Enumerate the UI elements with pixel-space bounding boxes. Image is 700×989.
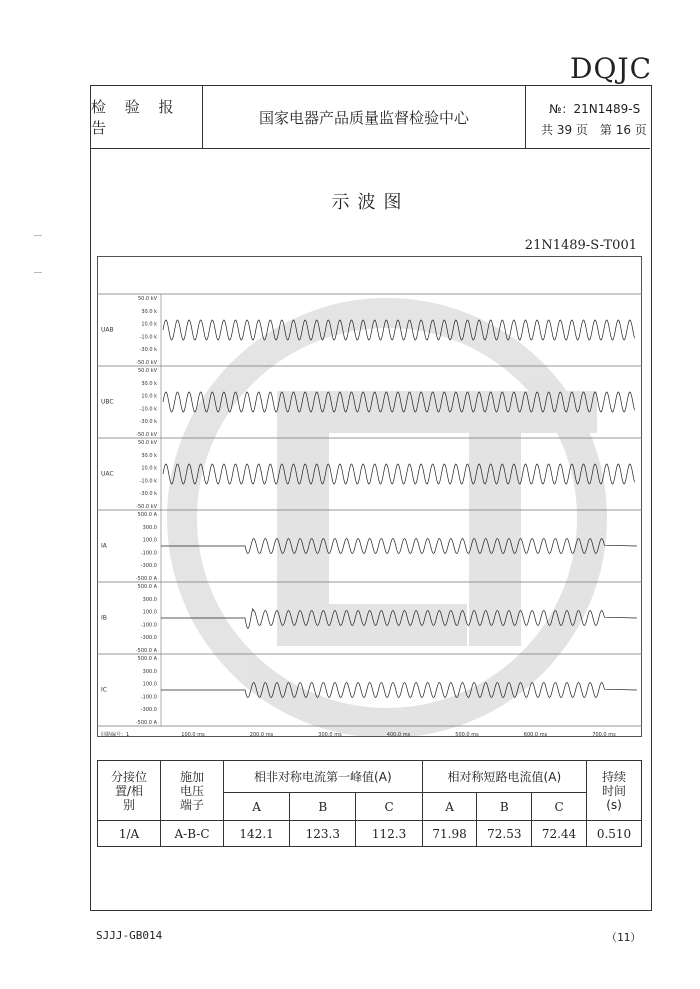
cell-duration: 0.510 [587, 821, 642, 847]
tick-label: -50.0 kV [136, 504, 157, 510]
header-peak-current: 相非对称电流第一峰值(A) [224, 761, 423, 793]
cell-sym-c: 72.44 [532, 821, 587, 847]
report-header [91, 86, 650, 149]
tick-label: -500.0 A [135, 648, 157, 654]
tick-label: -500.0 A [135, 720, 157, 726]
header-symmetric-current: 相对称短路电流值(A) [422, 761, 586, 793]
cell-sym-a: 71.98 [422, 821, 477, 847]
channel-label: IB [101, 614, 107, 622]
tick-label: -100.0 [140, 694, 157, 701]
tick-label: 50.0 kV [137, 368, 157, 374]
time-label: 300.0 ms [318, 732, 342, 737]
channel-label: IC [101, 686, 107, 694]
tick-label: 30.0 k [141, 452, 157, 459]
tick-label: 30.0 k [141, 380, 157, 387]
page-count: 共 39 页 第 16 页 [541, 123, 647, 137]
tick-label: -300.0 [140, 635, 157, 642]
test-id: 21N1489-S-T001 [524, 238, 637, 253]
header-position: 分接位置/相别 [98, 761, 161, 821]
time-label: 100.0 ms [181, 732, 205, 737]
page-title: 示波图 [331, 192, 410, 213]
brand-mark: DQJC [570, 52, 653, 85]
waveform-ia [161, 539, 637, 554]
tick-label: 100.0 [142, 537, 157, 544]
waveform-ic [161, 683, 637, 698]
tick-label: 300.0 [142, 668, 157, 675]
time-label: 200.0 ms [249, 732, 274, 737]
report-number-cell [527, 86, 650, 148]
tick-label: -10.0 k [139, 478, 157, 485]
tick-label: -100.0 [140, 550, 157, 557]
page-number: （11） [606, 931, 642, 944]
report-frame [90, 85, 652, 911]
tick-label: 300.0 [142, 524, 157, 531]
header-peak-c: C [356, 793, 422, 821]
tick-label: 10.0 k [141, 465, 157, 472]
organization-name: 国家电器产品质量监督检验中心 [203, 86, 526, 148]
margin-mark [34, 235, 42, 236]
tick-label: -300.0 [140, 707, 157, 714]
header-voltage: 施加电压端子 [161, 761, 224, 821]
channel-label: UAB [101, 326, 114, 334]
header-duration: 持续时间(s) [587, 761, 642, 821]
margin-mark [34, 272, 42, 273]
tick-label: 500.0 A [137, 584, 157, 590]
tick-label: 100.0 [142, 681, 157, 688]
time-label: 400.0 ms [386, 732, 411, 737]
result-table [97, 760, 642, 847]
header-sym-a: A [422, 793, 477, 821]
time-label: 700.0 ms [592, 732, 616, 737]
tick-label: -30.0 k [139, 419, 157, 426]
channel-label: IA [101, 542, 107, 550]
tick-label: 300.0 [142, 596, 157, 603]
tick-label: -50.0 kV [136, 360, 157, 366]
report-label: 检 验 报 告 [91, 86, 203, 148]
cell-peak-c: 112.3 [356, 821, 422, 847]
tick-label: -500.0 A [135, 576, 157, 582]
cell-peak-b: 123.3 [290, 821, 356, 847]
channel-label: UBC [101, 398, 114, 406]
tick-label: 100.0 [142, 609, 157, 616]
header-peak-a: A [224, 793, 290, 821]
tick-label: 10.0 k [141, 321, 157, 328]
waveform-uac [163, 464, 635, 484]
watermark-logo [182, 313, 597, 723]
tick-label: -50.0 kV [136, 432, 157, 438]
form-code: SJJJ-GB014 [96, 929, 163, 942]
tick-label: -300.0 [140, 563, 157, 570]
tick-label: -30.0 k [139, 347, 157, 354]
tick-label: 50.0 kV [137, 440, 157, 446]
report-number: №：21N1489-S [549, 102, 641, 116]
header-peak-b: B [290, 793, 356, 821]
tick-label: 30.0 k [141, 308, 157, 315]
tick-label: -10.0 k [139, 406, 157, 413]
tick-label: -10.0 k [139, 334, 157, 341]
tick-label: 50.0 kV [137, 296, 157, 302]
cell-sym-b: 72.53 [477, 821, 532, 847]
channel-label: UAC [101, 470, 114, 478]
header-sym-b: B [477, 793, 532, 821]
tick-label: 10.0 k [141, 393, 157, 400]
time-label: 500.0 ms [455, 732, 479, 737]
oscillogram [97, 256, 642, 737]
tick-label: 500.0 A [137, 512, 157, 518]
time-label: 600.0 ms [523, 732, 548, 737]
cell-peak-a: 142.1 [224, 821, 290, 847]
record-label: 回路编号：1 [101, 732, 130, 737]
tick-label: -30.0 k [139, 491, 157, 498]
tick-label: -100.0 [140, 622, 157, 629]
cell-position: 1/A [98, 821, 161, 847]
cell-voltage: A-B-C [161, 821, 224, 847]
header-sym-c: C [532, 793, 587, 821]
tick-label: 500.0 A [137, 656, 157, 662]
